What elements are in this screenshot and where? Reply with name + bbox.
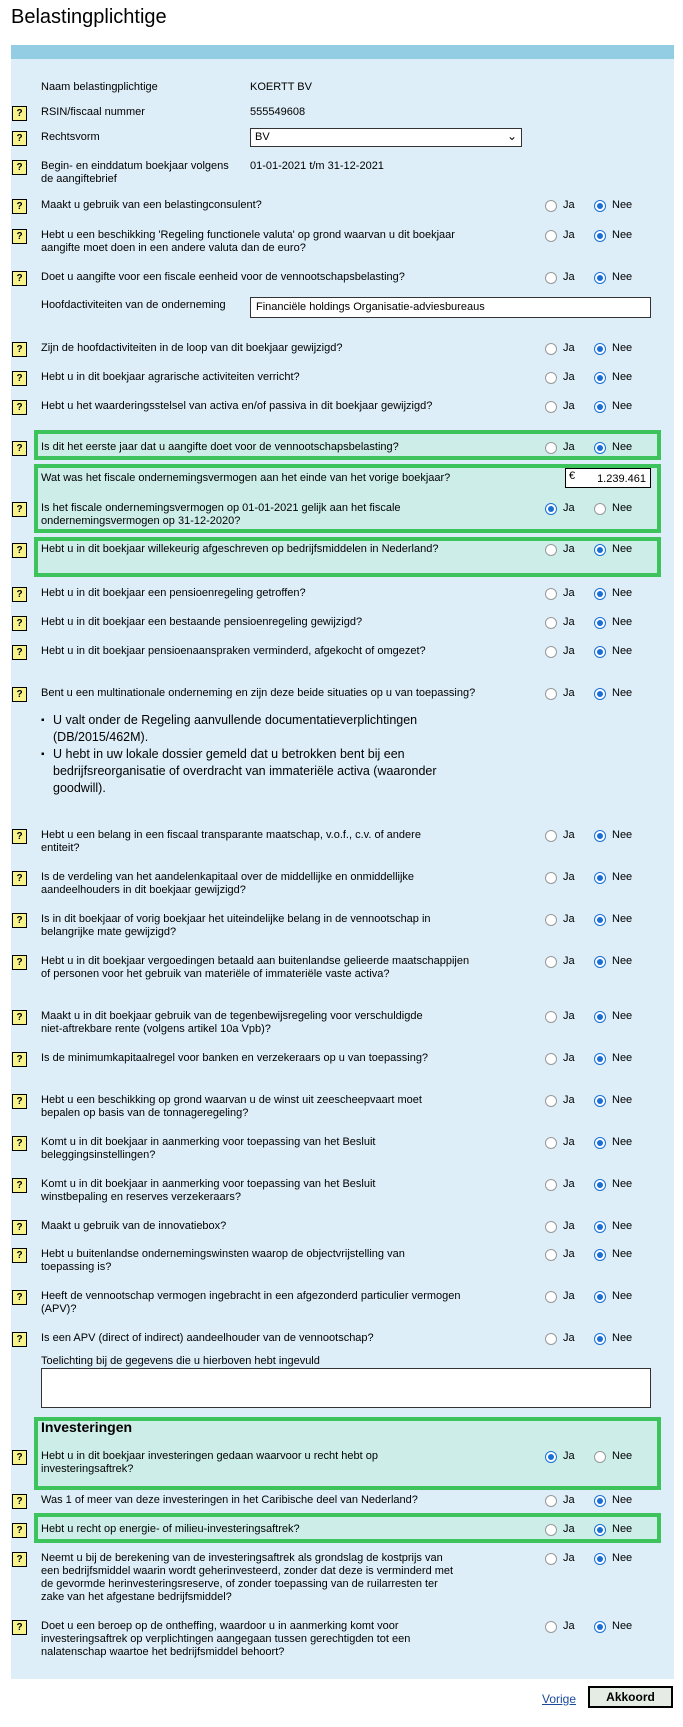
hoofdact-label: Hoofdactiviteiten van de onderneming	[41, 299, 226, 311]
help-icon[interactable]: ?	[12, 1052, 27, 1067]
help-icon[interactable]: ?	[12, 1494, 27, 1509]
radio-nee[interactable]	[594, 272, 606, 284]
help-icon[interactable]: ?	[12, 131, 27, 146]
help-icon[interactable]: ?	[12, 229, 27, 244]
radio-nee[interactable]	[594, 1553, 606, 1565]
option-nee[interactable]: Nee	[594, 271, 632, 284]
option-ja[interactable]: Ja	[545, 829, 575, 842]
radio-ja[interactable]	[545, 343, 557, 355]
question-text: Is de minimumkapitaalregel voor banken en verzekeraars op u van toepassing?	[41, 1052, 429, 1064]
rechtsvorm-label: Rechtsvorm	[41, 131, 100, 143]
help-icon[interactable]: ?	[12, 913, 27, 928]
question-text: Doet u aangifte voor een fiscale eenheid voor de vennootschapsbelasting?	[41, 271, 405, 283]
question-text: Hebt u in dit boekjaar pensioenaanspraken verminderd, afgekocht of omgezet?	[41, 645, 426, 657]
radio-nee[interactable]	[594, 1137, 606, 1149]
toelichting-textarea[interactable]	[41, 1368, 651, 1408]
help-icon[interactable]: ?	[12, 687, 27, 702]
question-text: Hebt u in dit boekjaar vergoedingen betaald aan buitenlandse gelieerde maatschappijen of personen voor het gebruik van materiële of immateriële vaste activa?	[41, 955, 470, 980]
option-ja[interactable]: Ja	[545, 1136, 575, 1149]
option-ja[interactable]: Ja	[545, 955, 575, 968]
rechtsvorm-value: BV	[255, 131, 270, 143]
help-icon[interactable]: ?	[12, 502, 27, 517]
radio-nee[interactable]	[594, 442, 606, 454]
question-text: Zijn de hoofdactiviteiten in de loop van dit boekjaar gewijzigd?	[41, 342, 343, 354]
option-ja[interactable]: Ja	[545, 271, 575, 284]
option-ja[interactable]: Ja	[545, 199, 575, 212]
radio-nee[interactable]	[594, 1524, 606, 1536]
option-ja[interactable]: Ja	[545, 400, 575, 413]
option-nee[interactable]: Nee	[594, 1332, 632, 1345]
option-nee[interactable]: Nee	[594, 1494, 632, 1507]
help-icon[interactable]: ?	[12, 1523, 27, 1538]
radio-ja[interactable]	[545, 1137, 557, 1149]
radio-nee[interactable]	[594, 230, 606, 242]
question-text: Hebt u buitenlandse ondernemingswinsten waarop de objectvrijstelling van toepassing is?	[41, 1248, 405, 1273]
help-icon[interactable]: ?	[12, 645, 27, 660]
radio-ja[interactable]	[545, 1495, 557, 1507]
option-ja[interactable]: Ja	[545, 1248, 575, 1261]
help-icon[interactable]: ?	[12, 1552, 27, 1567]
radio-nee[interactable]	[594, 830, 606, 842]
option-nee[interactable]: Nee	[594, 829, 632, 842]
question-text: Heeft de vennootschap vermogen ingebracht in een afgezonderd particulier vermogen (APV)?	[41, 1290, 461, 1315]
option-ja[interactable]: Ja	[545, 645, 575, 658]
boekjaar-value: 01-01-2021 t/m 31-12-2021	[250, 160, 384, 172]
radio-ja[interactable]	[545, 200, 557, 212]
help-icon[interactable]: ?	[12, 1290, 27, 1305]
question-text: Is in dit boekjaar of vorig boekjaar het uiteindelijke belang in de vennootschap in belangrijke mate gewijzigd?	[41, 913, 431, 938]
option-ja[interactable]: Ja	[545, 1523, 575, 1536]
option-ja[interactable]: Ja	[545, 1450, 575, 1463]
question-text: Is dit het eerste jaar dat u aangifte doet voor de vennootschapsbelasting?	[41, 441, 399, 453]
radio-ja[interactable]	[545, 688, 557, 700]
option-ja[interactable]: Ja	[545, 1094, 575, 1107]
option-ja[interactable]: Ja	[545, 1332, 575, 1345]
radio-ja[interactable]	[545, 646, 557, 658]
question-text: Komt u in dit boekjaar in aanmerking voor toepassing van het Besluit beleggingsinstellingen?	[41, 1136, 376, 1161]
radio-nee[interactable]	[594, 956, 606, 968]
help-icon[interactable]: ?	[12, 1010, 27, 1025]
option-ja[interactable]: Ja	[545, 1290, 575, 1303]
bullet-item: ▪ U hebt in uw lokale dossier gemeld dat u betrokken bent bij een bedrijfsreorganisatie of overdracht van immateriële activa (waaronder goodwill).	[41, 746, 441, 797]
option-nee[interactable]: Nee	[594, 371, 632, 384]
radio-ja[interactable]	[545, 588, 557, 600]
radio-nee[interactable]	[594, 1221, 606, 1233]
radio-ja[interactable]	[545, 1451, 557, 1463]
radio-nee[interactable]	[594, 372, 606, 384]
toelichting-label: Toelichting bij de gegevens die u hierboven hebt ingevuld	[41, 1355, 320, 1367]
help-icon[interactable]: ?	[12, 543, 27, 558]
help-icon[interactable]: ?	[12, 371, 27, 386]
rechtsvorm-select[interactable]	[250, 128, 522, 147]
question-text: Hebt u in dit boekjaar investeringen gedaan waarvoor u recht hebt op investeringsaftrek?	[41, 1450, 378, 1475]
question-text: Is de verdeling van het aandelenkapitaal over de middellijke en onmiddellijke aandeelhouders in dit boekjaar gewijzigd?	[41, 871, 415, 896]
option-ja[interactable]: Ja	[545, 1010, 575, 1023]
option-nee[interactable]: Nee	[594, 1248, 632, 1261]
help-icon[interactable]: ?	[12, 160, 27, 175]
question-text: Maakt u gebruik van een belastingconsulent?	[41, 199, 262, 211]
option-nee[interactable]: Nee	[594, 616, 632, 629]
header-bar	[11, 45, 674, 59]
question-text: Wat was het fiscale ondernemingsvermogen aan het einde van het vorige boekjaar?	[41, 472, 451, 484]
radio-ja[interactable]	[545, 442, 557, 454]
radio-nee[interactable]	[594, 872, 606, 884]
question-text: Was 1 of meer van deze investeringen in het Caribische deel van Nederland?	[41, 1494, 418, 1506]
question-text: Bent u een multinationale onderneming en zijn deze beide situaties op u van toepassing?	[41, 687, 476, 699]
option-ja[interactable]: Ja	[545, 687, 575, 700]
radio-nee[interactable]	[594, 646, 606, 658]
question-text: Komt u in dit boekjaar in aanmerking voor toepassing van het Besluit winstbepaling en reserves verzekeraars?	[41, 1178, 376, 1203]
question-text: Neemt u bij de berekening van de investeringsaftrek als grondslag de kostprijs van een bedrijfsmiddel waarin wordt geherinvesteerd, zonder dat deze is verminderd met de gevormde herinvesteringsreserve, of zonder toepassing van de ruilarresten ter zake van het afgestane bedrijfsmiddel?	[41, 1552, 454, 1603]
option-ja[interactable]: Ja	[545, 1220, 575, 1233]
radio-ja[interactable]	[545, 1053, 557, 1065]
radio-nee[interactable]	[594, 1053, 606, 1065]
rsin-label: RSIN/fiscaal nummer	[41, 106, 145, 118]
help-icon[interactable]: ?	[12, 829, 27, 844]
help-icon[interactable]: ?	[12, 587, 27, 602]
help-icon[interactable]: ?	[12, 342, 27, 357]
radio-ja[interactable]	[545, 372, 557, 384]
option-ja[interactable]: Ja	[545, 913, 575, 926]
option-nee[interactable]: Nee	[594, 342, 632, 355]
radio-ja[interactable]	[545, 230, 557, 242]
chevron-down-icon: ⌄	[506, 129, 517, 143]
boekjaar-label: Begin- en einddatum boekjaar volgens de aangiftebrief	[41, 160, 229, 185]
help-icon[interactable]: ?	[12, 441, 27, 456]
radio-ja[interactable]	[545, 1179, 557, 1191]
question-text: Hebt u in dit boekjaar agrarische activiteiten verricht?	[41, 371, 300, 383]
option-nee[interactable]: Nee	[594, 1620, 632, 1633]
help-icon[interactable]: ?	[12, 199, 27, 214]
name-value: KOERTT BV	[250, 81, 312, 93]
option-ja[interactable]: Ja	[545, 1052, 575, 1065]
option-nee[interactable]: Nee	[594, 1290, 632, 1303]
radio-ja[interactable]	[545, 1333, 557, 1345]
help-icon[interactable]: ?	[12, 1248, 27, 1263]
radio-ja[interactable]	[545, 272, 557, 284]
radio-nee[interactable]	[594, 1249, 606, 1261]
option-nee[interactable]: Nee	[594, 687, 632, 700]
option-ja[interactable]: Ja	[545, 441, 575, 454]
option-ja[interactable]: Ja	[545, 1494, 575, 1507]
question-text: Hebt u een beschikking op grond waarvan u de winst uit zeescheepvaart moet bepalen op basis van de tonnageregeling?	[41, 1094, 422, 1119]
radio-ja[interactable]	[545, 1011, 557, 1023]
question-text: Maakt u gebruik van de innovatiebox?	[41, 1220, 227, 1232]
akkoord-button[interactable]: Akkoord	[588, 1686, 673, 1708]
radio-ja[interactable]	[545, 503, 557, 515]
option-nee[interactable]: Nee	[594, 871, 632, 884]
option-nee[interactable]: Nee	[594, 229, 632, 242]
option-ja[interactable]: Ja	[545, 229, 575, 242]
radio-ja[interactable]	[545, 830, 557, 842]
radio-ja[interactable]	[545, 914, 557, 926]
option-ja[interactable]: Ja	[545, 371, 575, 384]
option-nee[interactable]: Nee	[594, 1552, 632, 1565]
radio-nee[interactable]	[594, 1495, 606, 1507]
section-investeringen-title: Investeringen	[41, 1419, 133, 1435]
amount-value: 1.239.461	[597, 473, 646, 485]
help-icon[interactable]: ?	[12, 1220, 27, 1235]
radio-nee[interactable]	[594, 1451, 606, 1463]
option-ja[interactable]: Ja	[545, 543, 575, 556]
option-ja[interactable]: Ja	[545, 1552, 575, 1565]
currency-symbol: €	[569, 470, 576, 482]
rsin-value: 555549608	[250, 106, 306, 118]
name-label: Naam belastingplichtige	[41, 81, 158, 93]
help-icon[interactable]: ?	[12, 1620, 27, 1635]
option-nee[interactable]: Nee	[594, 1450, 632, 1463]
option-nee[interactable]: Nee	[594, 645, 632, 658]
radio-nee[interactable]	[594, 343, 606, 355]
option-nee[interactable]: Nee	[594, 400, 632, 413]
multinational-bullets	[41, 712, 441, 797]
option-nee[interactable]: Nee	[594, 199, 632, 212]
page-title: Belastingplichtige	[11, 6, 167, 28]
option-nee[interactable]: Nee	[594, 913, 632, 926]
radio-nee[interactable]	[594, 1179, 606, 1191]
question-text: Hebt u in dit boekjaar willekeurig afgeschreven op bedrijfsmiddelen in Nederland?	[41, 543, 439, 555]
radio-nee[interactable]	[594, 1291, 606, 1303]
option-ja[interactable]: Ja	[545, 342, 575, 355]
radio-ja[interactable]	[545, 1553, 557, 1565]
option-nee[interactable]: Nee	[594, 441, 632, 454]
radio-nee[interactable]	[594, 544, 606, 556]
radio-ja[interactable]	[545, 617, 557, 629]
option-nee[interactable]: Nee	[594, 1178, 632, 1191]
question-text: Hebt u in dit boekjaar een pensioenregeling getroffen?	[41, 587, 306, 599]
radio-ja[interactable]	[545, 1095, 557, 1107]
help-icon[interactable]: ?	[12, 1178, 27, 1193]
radio-nee[interactable]	[594, 588, 606, 600]
help-icon[interactable]: ?	[12, 400, 27, 415]
help-icon[interactable]: ?	[12, 1094, 27, 1109]
option-nee[interactable]: Nee	[594, 502, 632, 515]
help-icon[interactable]: ?	[12, 1136, 27, 1151]
bullet-item: ▪ U valt onder de Regeling aanvullende documentatieverplichtingen (DB/2015/462M).	[41, 712, 441, 746]
radio-nee[interactable]	[594, 914, 606, 926]
radio-ja[interactable]	[545, 401, 557, 413]
vermogen-input[interactable]	[565, 468, 651, 488]
question-text: Is een APV (direct of indirect) aandeelhouder van de vennootschap?	[41, 1332, 374, 1344]
question-text: Doet u een beroep op de ontheffing, waardoor u in aanmerking komt voor investeringsaftrek op verplichtingen aangegaan tussen gerechtigden tot een nalatenschap waartoe het bedrijfsmiddel behoort?	[41, 1620, 411, 1658]
option-ja[interactable]: Ja	[545, 1178, 575, 1191]
option-nee[interactable]: Nee	[594, 587, 632, 600]
option-nee[interactable]: Nee	[594, 1220, 632, 1233]
option-nee[interactable]: Nee	[594, 1052, 632, 1065]
radio-ja[interactable]	[545, 956, 557, 968]
question-text: Hebt u in dit boekjaar een bestaande pensioenregeling gewijzigd?	[41, 616, 363, 628]
radio-nee[interactable]	[594, 1095, 606, 1107]
vorige-link[interactable]: Vorige	[542, 1692, 577, 1706]
radio-nee[interactable]	[594, 1333, 606, 1345]
help-icon[interactable]: ?	[12, 1332, 27, 1347]
help-icon[interactable]: ?	[12, 106, 27, 121]
radio-ja[interactable]	[545, 544, 557, 556]
option-ja[interactable]: Ja	[545, 502, 575, 515]
question-text: Maakt u in dit boekjaar gebruik van de tegenbewijsregeling voor verschuldigde niet-aftrekbare rente (volgens artikel 10a Vpb)?	[41, 1010, 423, 1035]
option-ja[interactable]: Ja	[545, 616, 575, 629]
option-nee[interactable]: Nee	[594, 955, 632, 968]
help-icon[interactable]: ?	[12, 271, 27, 286]
radio-nee[interactable]	[594, 200, 606, 212]
radio-nee[interactable]	[594, 503, 606, 515]
help-icon[interactable]: ?	[12, 955, 27, 970]
radio-ja[interactable]	[545, 1249, 557, 1261]
question-text: Hebt u het waarderingsstelsel van activa en/of passiva in dit boekjaar gewijzigd?	[41, 400, 433, 412]
option-nee[interactable]: Nee	[594, 543, 632, 556]
question-text: Is het fiscale ondernemingsvermogen op 01-01-2021 gelijk aan het fiscale ondernemingsvermogen op 31-12-2020?	[41, 502, 401, 527]
help-icon[interactable]: ?	[12, 1450, 27, 1465]
option-nee[interactable]: Nee	[594, 1010, 632, 1023]
help-icon[interactable]: ?	[12, 871, 27, 886]
question-text: Hebt u een beschikking 'Regeling functionele valuta' op grond waarvan u dit boekjaar aangifte moet doen in een andere valuta dan de euro?	[41, 229, 455, 254]
radio-ja[interactable]	[545, 1291, 557, 1303]
question-text: Hebt u een belang in een fiscaal transparante maatschap, v.o.f., c.v. of andere entiteit?	[41, 829, 421, 854]
option-nee[interactable]: Nee	[594, 1094, 632, 1107]
hoofdact-input[interactable]: Financiële holdings Organisatie-adviesbureaus	[250, 297, 651, 318]
option-ja[interactable]: Ja	[545, 1620, 575, 1633]
option-nee[interactable]: Nee	[594, 1523, 632, 1536]
option-nee[interactable]: Nee	[594, 1136, 632, 1149]
question-text: Hebt u recht op energie- of milieu-investeringsaftrek?	[41, 1523, 300, 1535]
radio-nee[interactable]	[594, 1621, 606, 1633]
radio-ja[interactable]	[545, 1621, 557, 1633]
radio-nee[interactable]	[594, 1011, 606, 1023]
radio-ja[interactable]	[545, 1524, 557, 1536]
option-ja[interactable]: Ja	[545, 871, 575, 884]
radio-nee[interactable]	[594, 617, 606, 629]
radio-nee[interactable]	[594, 401, 606, 413]
help-icon[interactable]: ?	[12, 616, 27, 631]
radio-nee[interactable]	[594, 688, 606, 700]
radio-ja[interactable]	[545, 1221, 557, 1233]
radio-ja[interactable]	[545, 872, 557, 884]
option-ja[interactable]: Ja	[545, 587, 575, 600]
